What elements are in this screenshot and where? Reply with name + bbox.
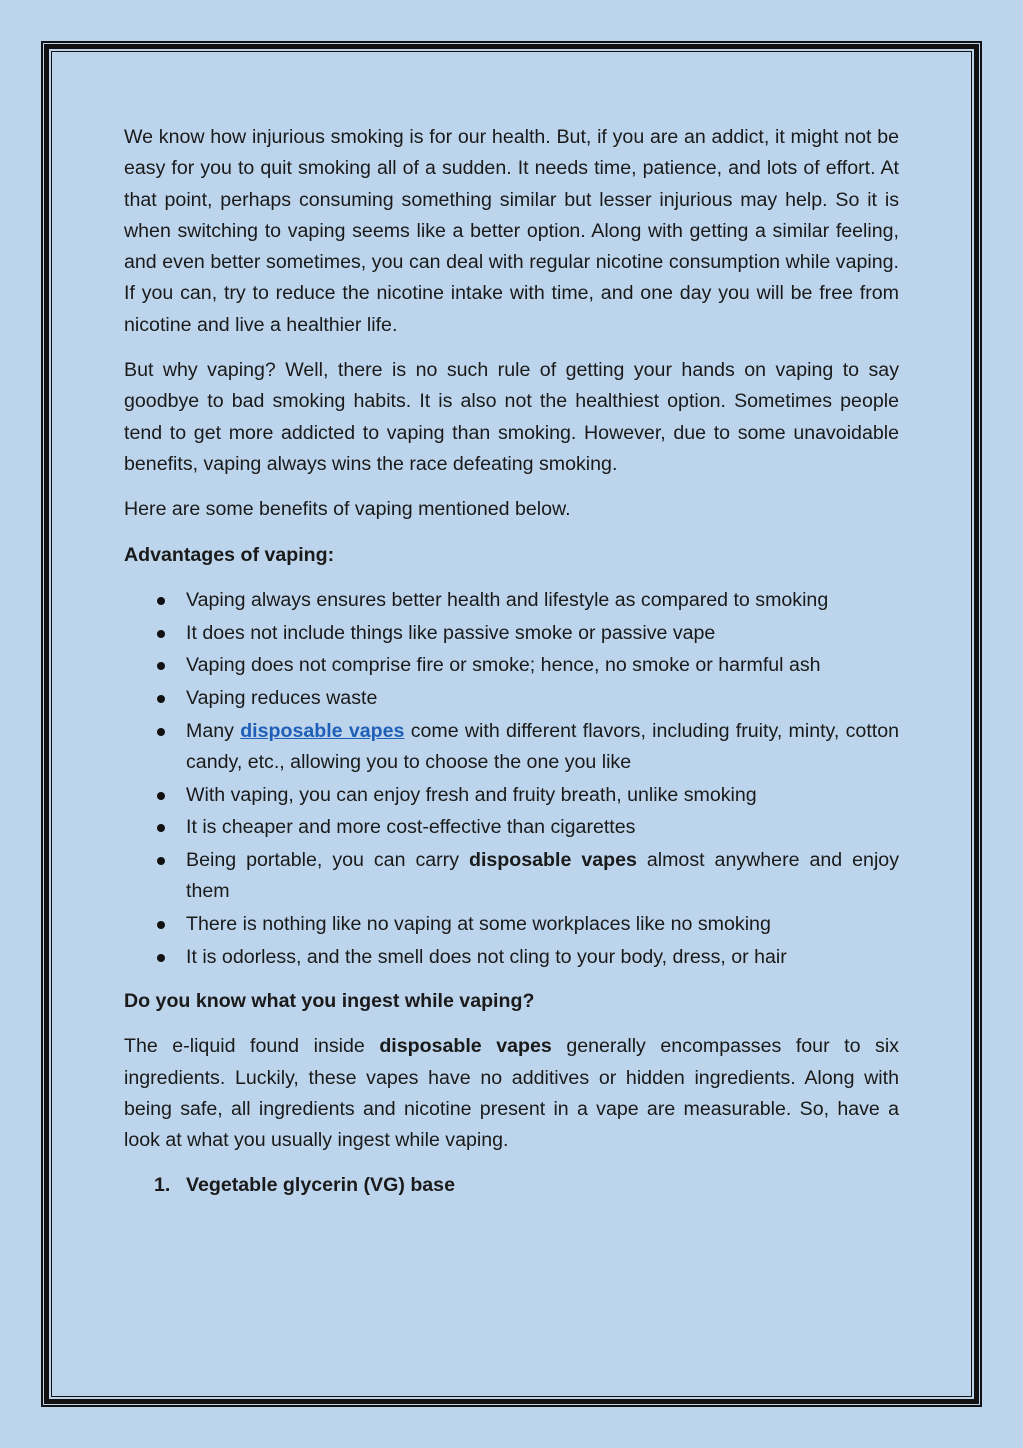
ingest-text-after: generally encompasses four to six ingredients. Luckily, these vapes have no additives or hidden ingredients. Along with being safe, all ingredients and nicotine present in a vape are measurable. So, have a look at what you usually ingest while vaping. [124,1035,899,1152]
list-item [124,909,899,940]
bullet-icon [157,857,165,865]
ingredients-list [124,1170,899,1201]
ingest-heading: Do you know what you ingest while vaping? [124,989,535,1012]
bullet-icon [157,630,165,638]
list-item [124,942,899,973]
numbered-item [124,1170,899,1201]
ingest-paragraph [124,1031,899,1156]
bullet-icon [157,662,165,670]
list-item-text-before: Many [186,719,241,742]
bullet-icon [157,824,165,832]
list-item [124,845,899,908]
list-item-text: It is cheaper and more cost-effective than cigarettes [186,816,636,839]
list-item-text: It is odorless, and the smell does not cling to your body, dress, or hair [186,945,787,968]
advantages-list [124,585,899,973]
list-item-text: There is nothing like no vaping at some workplaces like no smoking [186,912,771,935]
list-item [124,812,899,843]
list-item [124,716,899,779]
bullet-icon [157,597,165,605]
document-body [124,122,899,1202]
list-item-text: Vaping reduces waste [186,686,378,709]
advantages-heading: Advantages of vaping: [124,543,335,566]
list-item-text: With vaping, you can enjoy fresh and fruity breath, unlike smoking [186,783,757,806]
list-item [124,618,899,649]
intro-paragraph: We know how injurious smoking is for our health. But, if you are an addict, it might not be easy for you to quit smoking all of a sudden. It needs time, patience, and lots of effort. At that point, perhaps consuming something similar but lesser injurious may help. So it is when switching to vaping seems like a better option. Along with getting a similar feeling, and even better sometimes, you can deal with regular nicotine consumption while vaping. If you can, try to reduce the nicotine intake with time, and one day you will be free from nicotine and live a healthier life. [124,126,899,336]
bullet-icon [157,954,165,962]
list-item [124,585,899,616]
list-item [124,650,899,681]
item-number: 1. [154,1174,171,1197]
list-item-bold-text: disposable vapes [468,848,637,871]
bullet-icon [157,921,165,929]
list-item [124,780,899,811]
bullet-icon [157,695,165,703]
item-label: Vegetable glycerin (VG) base [186,1174,455,1197]
list-item-text-before: Being portable, you can carry [186,848,469,871]
why-vaping-paragraph: But why vaping? Well, there is no such rule of getting your hands on vaping to say goodbye to bad smoking habits. It is also not the healthiest option. Sometimes people tend to get more addicted to vaping than smoking. However, due to some unavoidable benefits, vaping always wins the race defeating smoking. [124,359,899,475]
disposable-vapes-link[interactable]: disposable vapes [240,719,405,742]
bullet-icon [157,728,165,736]
benefits-intro-paragraph: Here are some benefits of vaping mentioned below. [124,498,571,521]
list-item-text-after: come with different flavors, including fruity, minty, cotton candy, etc., allowing you to choose the one you like [186,719,900,773]
list-item-text: It does not include things like passive smoke or passive vape [186,621,716,644]
ingest-bold-text: disposable vapes [379,1035,552,1058]
ingest-text-before: The e-liquid found inside [124,1035,380,1058]
list-item-text-after: almost anywhere and enjoy them [186,848,899,903]
list-item [124,683,899,714]
list-item-text: Vaping does not comprise fire or smoke; hence, no smoke or harmful ash [186,654,821,677]
bullet-icon [157,792,165,800]
list-item-text: Vaping always ensures better health and lifestyle as compared to smoking [186,588,829,611]
